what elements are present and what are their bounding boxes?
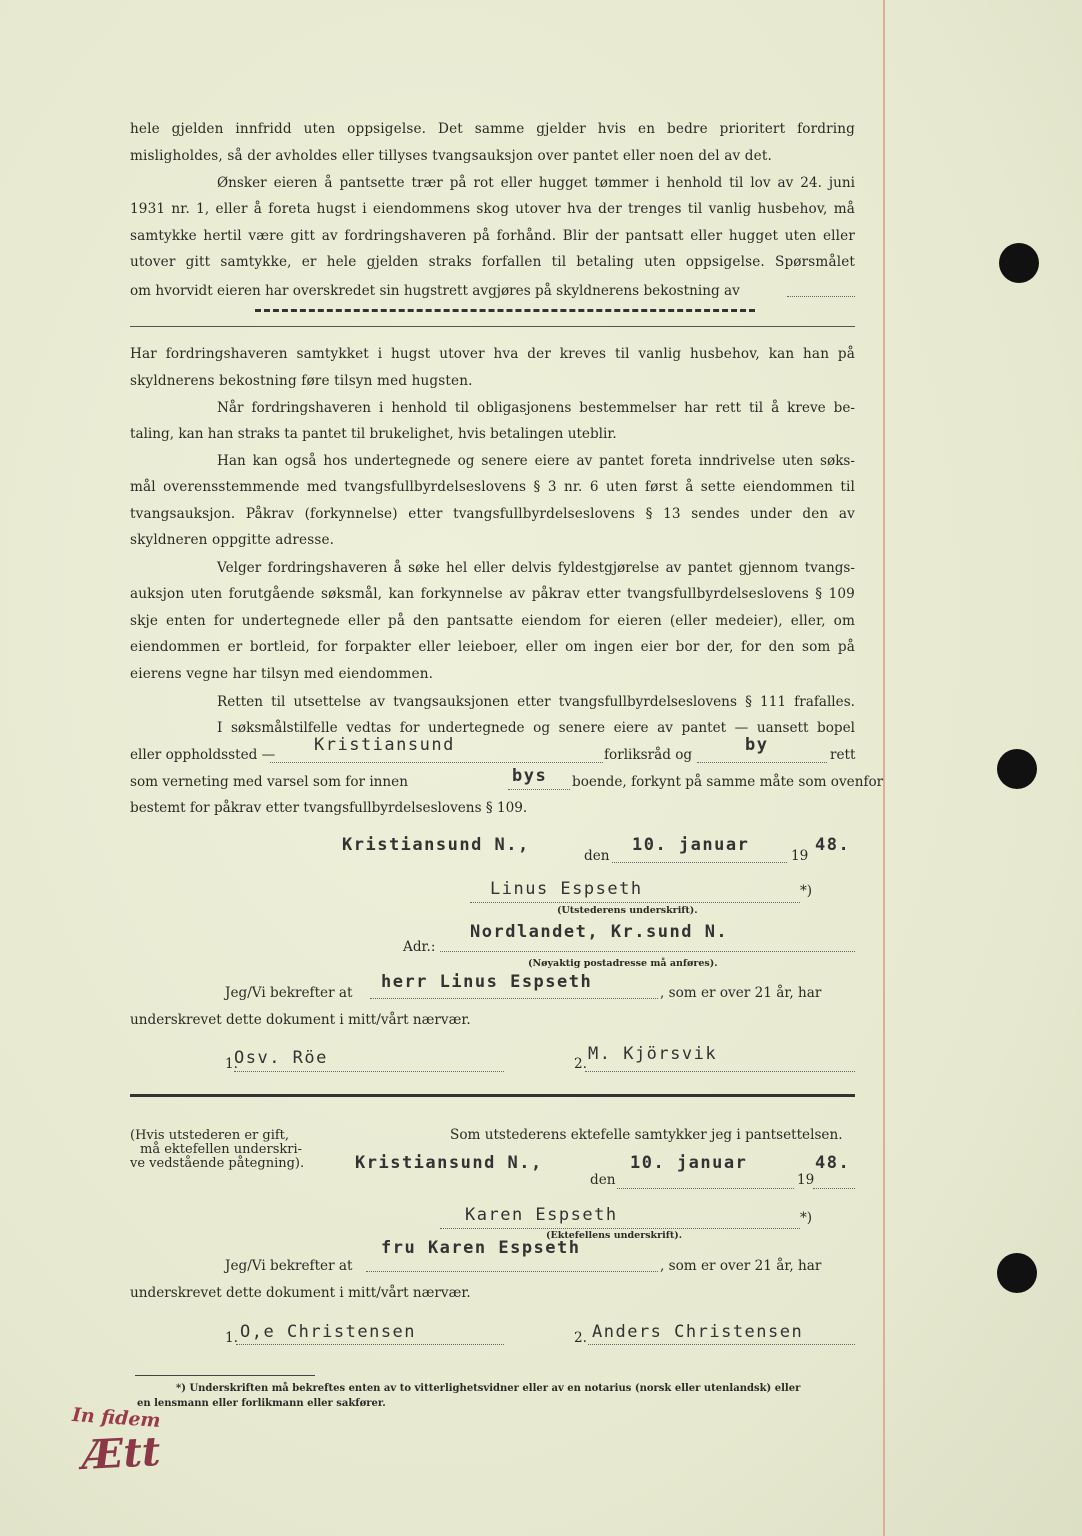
spouse-signing-place: Kristiansund N.,: [355, 1153, 543, 1173]
spouse-year-line: [813, 1188, 855, 1189]
footnote-rule: [135, 1375, 315, 1376]
paragraph-8-line-1: I søksmålstilfelle vedtas for undertegnede og senere eiere av pantet — uansett bopel: [217, 720, 855, 736]
venue-innen: bys: [512, 766, 548, 786]
issuer-signature: Linus Espseth: [490, 879, 643, 899]
signing-place: Kristiansund N.,: [342, 835, 530, 855]
spouse-signature-line: [440, 1228, 800, 1229]
spouse-note-line-1: (Hvis utstederen er gift,: [130, 1128, 290, 1143]
issuer-signature-mark: *): [800, 883, 813, 899]
witness-2-number: 2.: [574, 1056, 587, 1072]
spouse-confirm-suffix: , som er over 21 år, har: [660, 1258, 822, 1274]
venue-line-2-suffix: boende, forkynt på samme måte som ovenfor: [572, 774, 884, 790]
spouse-signature-caption: (Ektefellens underskrift).: [546, 1230, 683, 1241]
spouse-confirm-line-2: underskrevet dette dokument i mitt/vårt nærvær.: [130, 1285, 471, 1301]
venue-innen-line: [508, 789, 570, 790]
witness-2-signature: M. Kjörsvik: [588, 1044, 718, 1064]
punch-hole-top: [999, 243, 1039, 283]
in-fidem-stamp: In fidem: [71, 1403, 162, 1433]
spouse-date-line: [617, 1188, 794, 1189]
witness-1-number: 1.: [225, 1056, 238, 1072]
address-caption: (Nøyaktig postadresse må anføres).: [528, 958, 718, 969]
venue-court-line: [697, 762, 827, 763]
margin-line: [883, 0, 885, 1536]
venue-place: Kristiansund: [314, 735, 455, 755]
spouse-year-prefix: 19: [797, 1172, 815, 1188]
confirm-suffix: , som er over 21 år, har: [660, 985, 822, 1001]
paragraph-7: Retten til utsettelse av tvangsauksjonen etter tvangsfullbyrdelseslovens § 111 frafalles.: [217, 694, 855, 710]
footnote-line-2: en lensmann eller forlikmann eller sakfører.: [137, 1398, 386, 1409]
signing-year: 48.: [815, 835, 851, 855]
footnote-line-1: *) Underskriften må bekreftes enten av to vitterlighetsvidner eller av en notarius (norsk eller utenlandsk) eller: [176, 1383, 801, 1394]
year-prefix: 19: [791, 848, 809, 864]
confirm-name: herr Linus Espseth: [381, 972, 593, 992]
spouse-witness-2-line: [588, 1344, 855, 1345]
section-separator: [130, 1094, 855, 1097]
den-label: den: [584, 848, 610, 864]
paragraph-2-line-1: Ønsker eieren å pantsette trær på rot eller hugget tømmer i henhold til lov av 24. juni: [217, 175, 855, 191]
paragraph-6-line-1: Velger fordringshaveren å søke hel eller delvis fyldestgjørelse av pantet gjennom tvangs-: [217, 560, 855, 576]
issuer-signature-line: [470, 902, 800, 903]
punch-hole-middle: [997, 749, 1037, 789]
paragraph-6-body: auksjon uten forutgående søksmål, kan forkynnelse av påkrav etter tvangsfullbyrdelseslovens § 109 skje enten for undertegnede eller på den pantsatte eiendom for eieren (eller medeier), eller, om eiendommen er bortleid, for forpakter eller leieboer, eller om ingen eier bor der, for den som på eierens vegne har tilsyn med eiendommen.: [130, 586, 855, 682]
paragraph-2-last-line: om hvorvidt eieren har overskredet sin hugstrett avgjøres på skyldnerens bekostning av: [130, 283, 740, 299]
issuer-signature-caption: (Utstederens underskrift).: [557, 905, 698, 916]
spouse-witness-1-number: 1.: [225, 1330, 238, 1346]
confirm-line-2: underskrevet dette dokument i mitt/vårt nærvær.: [130, 1012, 471, 1028]
witness-1-line: [234, 1071, 504, 1072]
spouse-confirm-line: [366, 1271, 658, 1272]
spouse-note-line-3: ve vedstående påtegning).: [130, 1156, 305, 1171]
in-fidem-initials: Ætt: [80, 1427, 162, 1480]
spouse-confirm-prefix: Jeg/Vi bekrefter at: [225, 1258, 353, 1274]
spouse-den-label: den: [590, 1172, 616, 1188]
witness-2-line: [585, 1071, 855, 1072]
spouse-signing-year: 48.: [815, 1153, 851, 1173]
address-value: Nordlandet, Kr.sund N.: [470, 922, 729, 942]
spouse-consent: Som utstederens ektefelle samtykker jeg i pantsettelsen.: [450, 1127, 843, 1143]
spouse-witness-1-line: [236, 1344, 504, 1345]
paragraph-5-line-1: Han kan også hos undertegnede og senere eiere av pantet foreta inndrivelse uten søks-: [217, 453, 855, 469]
venue-suffix: rett: [830, 747, 856, 763]
spouse-witness-2-number: 2.: [574, 1330, 587, 1346]
paragraph-2-body: 1931 nr. 1, eller å foreta hugst i eiendommens skog utover hva der trenges til vanlig husbehov, må samtykke hertil være gitt av fordringshaveren på forhånd. Blir der pantsatt eller hugget uten eller utover gitt samtykke, er hele gjelden straks forfallen til betaling uten oppsigelse. Spørsmålet: [130, 201, 855, 271]
date-line: [612, 862, 787, 863]
punch-hole-bottom: [997, 1253, 1037, 1293]
separator-rule: [130, 326, 855, 327]
spouse-witness-1-signature: O,e Christensen: [240, 1322, 417, 1342]
spouse-confirm-name: fru Karen Espseth: [381, 1238, 581, 1258]
spouse-note-line-2: må ektefellen underskri-: [140, 1142, 303, 1157]
venue-court: by: [745, 735, 769, 755]
spouse-witness-2-signature: Anders Christensen: [592, 1322, 804, 1342]
paragraph-3: Har fordringshaveren samtykket i hugst utover hva der kreves til vanlig husbehov, kan han på skyldnerens bekostning føre tilsyn med hugsten.: [130, 346, 855, 389]
venue-line-2-prefix: som verneting med varsel som for innen: [130, 774, 408, 790]
typed-strikeout: [255, 309, 755, 312]
venue-prefix: eller oppholdssted —: [130, 747, 276, 763]
paragraph-1: hele gjelden innfridd uten oppsigelse. Det samme gjelder hvis en bedre prioritert fordring misligholdes, så der avholdes eller tillyses tvangsauksjon over pantet eller noen del av det.: [130, 121, 855, 164]
spouse-signature-mark: *): [800, 1210, 813, 1226]
spouse-signing-date: 10. januar: [630, 1153, 748, 1173]
venue-mid: forliksråd og: [604, 747, 693, 763]
venue-place-line: [270, 762, 603, 763]
confirm-prefix: Jeg/Vi bekrefter at: [225, 985, 353, 1001]
confirm-name-line: [370, 998, 658, 999]
spouse-signature: Karen Espseth: [465, 1205, 618, 1225]
address-label: Adr.:: [403, 939, 436, 955]
signing-date: 10. januar: [632, 835, 750, 855]
blank-line: [787, 296, 855, 297]
paragraph-4-line-1: Når fordringshaveren i henhold til obligasjonens bestemmelser har rett til å kreve be-: [217, 400, 855, 416]
paragraph-4-line-2: taling, kan han straks ta pantet til brukelighet, hvis betalingen uteblir.: [130, 426, 617, 442]
address-line: [440, 951, 855, 952]
witness-1-signature: Osv. Röe: [234, 1048, 328, 1068]
paragraph-5-body: mål overensstemmende med tvangsfullbyrdelseslovens § 3 nr. 6 uten først å sette eiendommen til tvangsauksjon. Påkrav (forkynnelse) etter tvangsfullbyrdelseslovens § 13 sendes under den av skyldneren oppgitte adresse.: [130, 479, 855, 549]
venue-line-3: bestemt for påkrav etter tvangsfullbyrdelseslovens § 109.: [130, 800, 528, 816]
